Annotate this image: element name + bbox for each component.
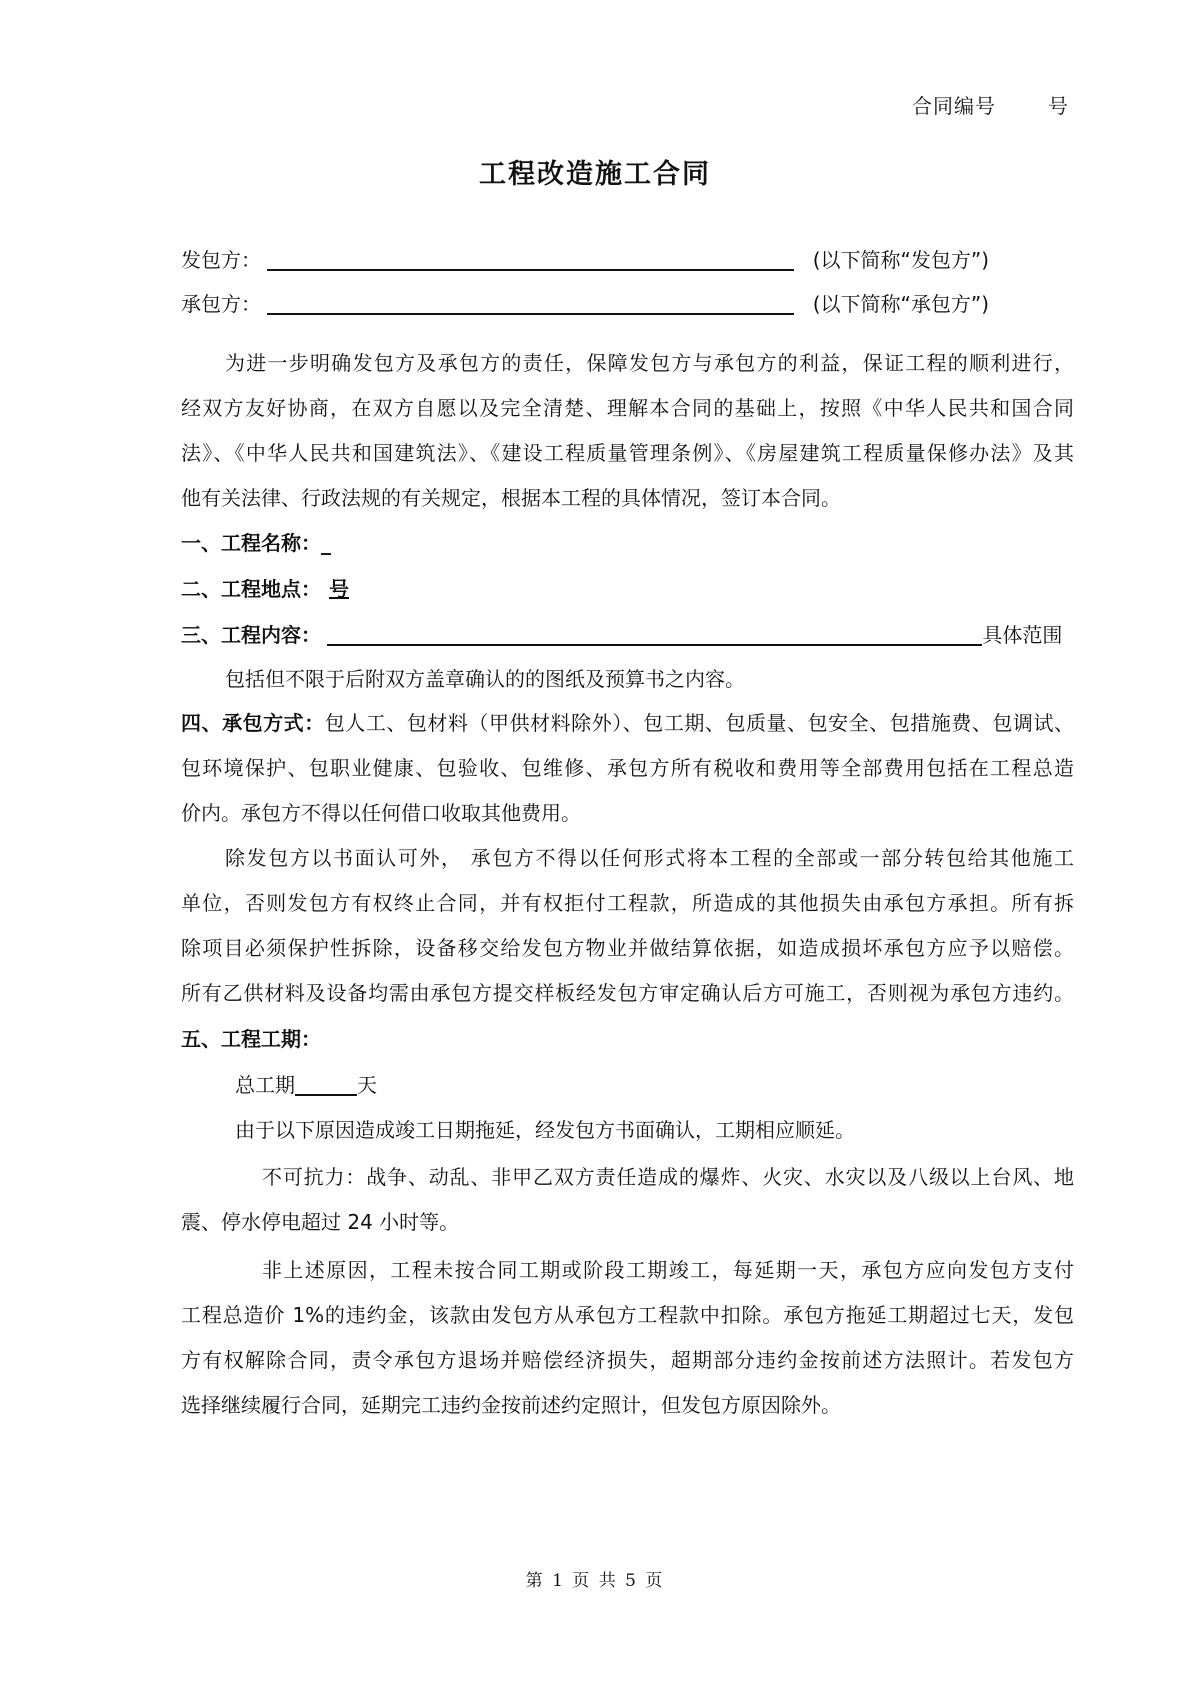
document-title: 工程改造施工合同 [479,159,711,190]
contract-number-suffix: 号 [1048,94,1069,118]
total-duration-blank[interactable] [295,1074,357,1096]
intro-line-2: 经双方友好协商，在双方自愿以及完全清楚、理解本合同的基础上，按照《中华人民共和国合同 [181,396,1074,420]
penalty-line-4: 选择继续履行合同，延期完工违约金按前述约定照计，但发包方原因除外。 [181,1393,841,1417]
subcontract-line-1: 除发包方以书面认可外， 承包方不得以任何形式将本工程的全部或一部分转包给其他施工 [225,846,1074,870]
penalty-line-1: 非上述原因，工程未按合同工期或阶段工期竣工，每延期一天，承包方应向发包方支付 [262,1258,1074,1282]
section-3-label: 三、工程内容： [181,623,321,647]
section-5-label: 五、工程工期： [181,1027,321,1051]
contractor-line [181,292,1074,316]
section-3-detail: 包括但不限于后附双方盖章确认的的图纸及预算书之内容。 [225,667,745,691]
section-1 [181,531,1074,555]
contractor-blank[interactable] [267,293,794,315]
section-4-line-3: 价内。承包方不得以任何借口收取其他费用。 [181,801,581,825]
section-3-suffix: 具体范围 [982,623,1063,647]
section-4-line-1 [181,711,1074,735]
force-majeure-line-2: 震、停水停电超过 24 小时等。 [181,1210,460,1234]
section-4-text-1: 包人工、包材料（甲供材料除外）、包工期、包质量、包安全、包措施费、包调试、 [324,711,1075,735]
intro-line-3: 法》、《中华人民共和国建筑法》、《建设工程质量管理条例》、《房屋建筑工程质量保修办法》及其 [181,441,1074,465]
contractor-label: 承包方： [181,292,261,316]
intro-line-4: 他有关法律、行政法规的有关规定，根据本工程的具体情况，签订本合同。 [181,486,841,510]
section-5 [181,1027,1074,1051]
employer-blank[interactable] [267,249,794,271]
contract-number [912,90,1069,119]
project-name-value: _ [321,531,331,555]
penalty-line-2: 工程总造价 1%的违约金，该款由发包方从承包方工程款中扣除。承包方拖延工期超过七天，发包 [181,1303,1074,1327]
subcontract-line-2: 单位，否则发包方有权终止合同，并有权拒付工程款，所造成的其他损失由承包方承担。所有拆 [181,891,1074,915]
project-content-blank[interactable] [327,624,982,646]
total-duration-unit: 天 [357,1073,377,1097]
section-2-label: 二、工程地点： [181,577,321,601]
section-2 [181,577,1074,601]
subcontract-line-3: 除项目必须保护性拆除，设备移交给发包方物业并做结算依据，如造成损坏承包方应予以赔偿。 [181,936,1074,960]
intro-line-1: 为进一步明确发包方及承包方的责任，保障发包方与承包方的利益，保证工程的顺利进行， [225,351,1074,375]
section-3 [181,623,1074,647]
contractor-note: (以下简称“承包方”) [812,292,990,316]
section-1-label: 一、工程名称： [181,531,321,555]
force-majeure-line-1: 不可抗力：战争、动乱、非甲乙双方责任造成的爆炸、火灾、水灾以及八级以上台风、地 [262,1165,1074,1189]
page-footer: 第 1 页 共 5 页 [525,1571,665,1591]
subcontract-line-4: 所有乙供材料及设备均需由承包方提交样板经发包方审定确认后方可施工，否则视为承包方违约。 [181,981,1074,1005]
penalty-line-3: 方有权解除合同，责令承包方退场并赔偿经济损失，超期部分违约金按前述方法照计。若发包方 [181,1348,1074,1372]
total-duration-label: 总工期 [235,1073,295,1097]
contract-number-label: 合同编号 [912,94,996,118]
employer-note: (以下简称“发包方”) [812,248,990,272]
total-duration-line [235,1073,1074,1097]
employer-line [181,248,1074,272]
delay-clause: 由于以下原因造成竣工日期拖延，经发包方书面确认，工期相应顺延。 [235,1118,855,1142]
project-location-value: 号 [329,577,349,601]
section-4-label: 四、承包方式： [181,711,325,735]
employer-label: 发包方： [181,248,261,272]
section-4-line-2: 包环境保护、包职业健康、包验收、包维修、承包方所有税收和费用等全部费用包括在工程总造 [181,756,1074,780]
